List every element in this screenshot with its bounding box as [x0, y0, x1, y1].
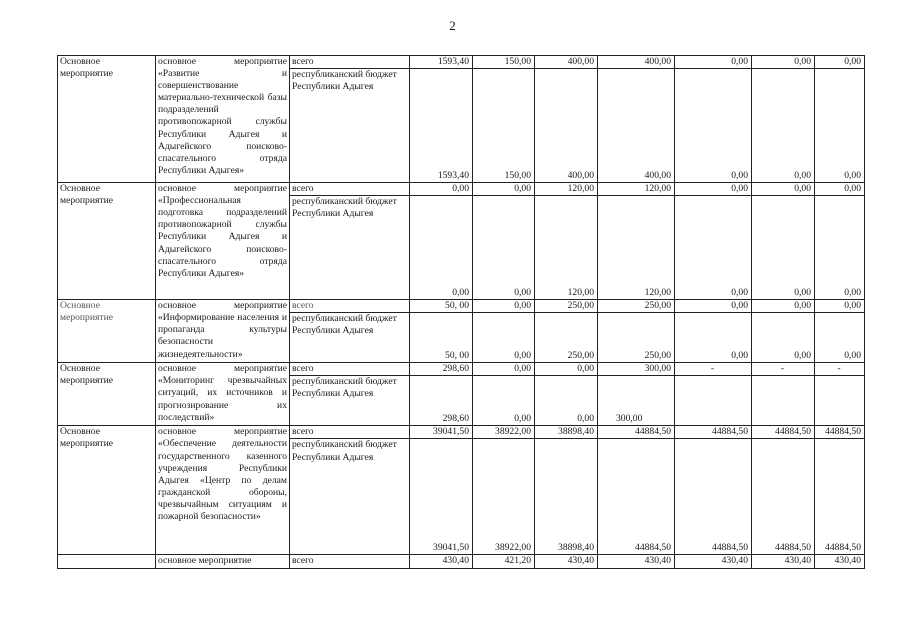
value-cell: 0,00 [815, 183, 865, 196]
value-cell: 0,00 [752, 69, 815, 183]
value-cell: 0,00 [675, 69, 752, 183]
measure-type [58, 555, 156, 568]
value-cell: 50, 00 [410, 313, 473, 363]
value-cell: 250,00 [535, 300, 598, 313]
value-cell: 0,00 [675, 313, 752, 363]
funding-table [57, 55, 865, 569]
measure-name: основное мероприятие [156, 555, 290, 568]
value-cell: 0,00 [752, 300, 815, 313]
value-cell: 150,00 [473, 56, 535, 69]
measure-name: основное мероприятие «Профессиональная подготовка подразделений противопожарной службы Республики Адыгея и Адыгейского поисково-спасательного отряда Республики Адыгея» [156, 183, 290, 300]
value-cell: 0,00 [535, 363, 598, 376]
value-cell: 44884,50 [815, 426, 865, 439]
value-cell: 150,00 [473, 69, 535, 183]
table-row [58, 300, 865, 313]
measure-type: Основное мероприятие [58, 426, 156, 555]
total-label: всего [290, 300, 410, 313]
table-row [58, 56, 865, 69]
table-row [58, 363, 865, 376]
value-cell: 120,00 [598, 196, 675, 300]
value-cell: 50, 00 [410, 300, 473, 313]
measure-type: Основное мероприятие [58, 56, 156, 183]
value-cell: 38922,00 [473, 426, 535, 439]
value-cell: 421,20 [473, 555, 535, 568]
measure-type: Основное мероприятие [58, 300, 156, 363]
value-cell: 38922,00 [473, 439, 535, 555]
value-cell: 0,00 [473, 363, 535, 376]
value-cell: 44884,50 [675, 439, 752, 555]
budget-label: республиканский бюджет Республики Адыгея [290, 376, 410, 426]
value-cell: 0,00 [473, 183, 535, 196]
measure-type: Основное мероприятие [58, 363, 156, 426]
value-cell: 298,60 [410, 363, 473, 376]
value-cell: 0,00 [410, 183, 473, 196]
value-cell: 1593,40 [410, 56, 473, 69]
value-cell: 38898,40 [535, 426, 598, 439]
measure-name: основное мероприятие «Развитие и совершенствование материально-технической базы подразделений противопожарной службы Республики Адыгея и Адыгейского поисково-спасательного отряда Республики Адыгея» [156, 56, 290, 183]
value-cell: - [675, 363, 752, 376]
value-cell: 39041,50 [410, 426, 473, 439]
value-cell: 0,00 [815, 69, 865, 183]
value-cell: 39041,50 [410, 439, 473, 555]
value-cell: 430,40 [815, 555, 865, 568]
value-cell: 0,00 [815, 56, 865, 69]
page-number: 2 [449, 18, 456, 33]
value-cell: 0,00 [473, 313, 535, 363]
budget-label: республиканский бюджет Республики Адыгея [290, 69, 410, 183]
value-cell: 250,00 [598, 313, 675, 363]
value-cell: 120,00 [598, 183, 675, 196]
value-cell: 400,00 [598, 69, 675, 183]
empty-cell [752, 376, 815, 426]
value-cell: 0,00 [675, 183, 752, 196]
value-cell: 430,40 [752, 555, 815, 568]
empty-cell [815, 376, 865, 426]
value-cell: 0,00 [752, 56, 815, 69]
funding-table-wrapper [57, 55, 865, 569]
budget-label: республиканский бюджет Республики Адыгея [290, 196, 410, 300]
measure-type: Основное мероприятие [58, 183, 156, 300]
value-cell: 0,00 [473, 196, 535, 300]
value-cell: 0,00 [473, 300, 535, 313]
value-cell: 298,60 [410, 376, 473, 426]
value-cell: 400,00 [535, 69, 598, 183]
total-label: всего [290, 363, 410, 376]
value-cell: 430,40 [535, 555, 598, 568]
value-cell: 400,00 [535, 56, 598, 69]
value-cell: 0,00 [675, 300, 752, 313]
value-cell: - [815, 363, 865, 376]
value-cell: 0,00 [752, 313, 815, 363]
value-cell: 300,00 [598, 376, 675, 426]
measure-name: основное мероприятие «Информирование населения и пропаганда культуры безопасности жизнедеятельности» [156, 300, 290, 363]
total-label: всего [290, 183, 410, 196]
value-cell: 0,00 [815, 196, 865, 300]
budget-label: республиканский бюджет Республики Адыгея [290, 313, 410, 363]
value-cell: 0,00 [535, 376, 598, 426]
table-row [58, 426, 865, 439]
value-cell: 0,00 [752, 183, 815, 196]
value-cell: 430,40 [598, 555, 675, 568]
value-cell: 0,00 [752, 196, 815, 300]
value-cell: - [752, 363, 815, 376]
table-row [58, 183, 865, 196]
value-cell: 0,00 [815, 300, 865, 313]
value-cell: 250,00 [598, 300, 675, 313]
value-cell: 1593,40 [410, 69, 473, 183]
value-cell: 430,40 [410, 555, 473, 568]
total-label: всего [290, 56, 410, 69]
empty-cell [675, 376, 752, 426]
measure-name: основное мероприятие «Обеспечение деятельности государственного казенного учреждения Республики Адыгея «Центр по делам гражданской обороны, чрезвычайным ситуациям и пожарной безопасности» [156, 426, 290, 555]
value-cell: 0,00 [815, 313, 865, 363]
value-cell: 0,00 [473, 376, 535, 426]
value-cell: 430,40 [675, 555, 752, 568]
total-label: всего [290, 555, 410, 568]
total-label: всего [290, 426, 410, 439]
measure-name: основное мероприятие «Мониторинг чрезвычайных ситуаций, их источников и прогнозирование их последствий» [156, 363, 290, 426]
budget-label: республиканский бюджет Республики Адыгея [290, 439, 410, 555]
value-cell: 250,00 [535, 313, 598, 363]
value-cell: 44884,50 [752, 426, 815, 439]
table-row [58, 555, 865, 568]
value-cell: 44884,50 [752, 439, 815, 555]
value-cell: 38898,40 [535, 439, 598, 555]
value-cell: 300,00 [598, 363, 675, 376]
value-cell: 0,00 [410, 196, 473, 300]
value-cell: 44884,50 [598, 439, 675, 555]
value-cell: 0,00 [675, 196, 752, 300]
value-cell: 120,00 [535, 196, 598, 300]
value-cell: 400,00 [598, 56, 675, 69]
value-cell: 44884,50 [598, 426, 675, 439]
value-cell: 44884,50 [675, 426, 752, 439]
value-cell: 44884,50 [815, 439, 865, 555]
value-cell: 120,00 [535, 183, 598, 196]
value-cell: 0,00 [675, 56, 752, 69]
